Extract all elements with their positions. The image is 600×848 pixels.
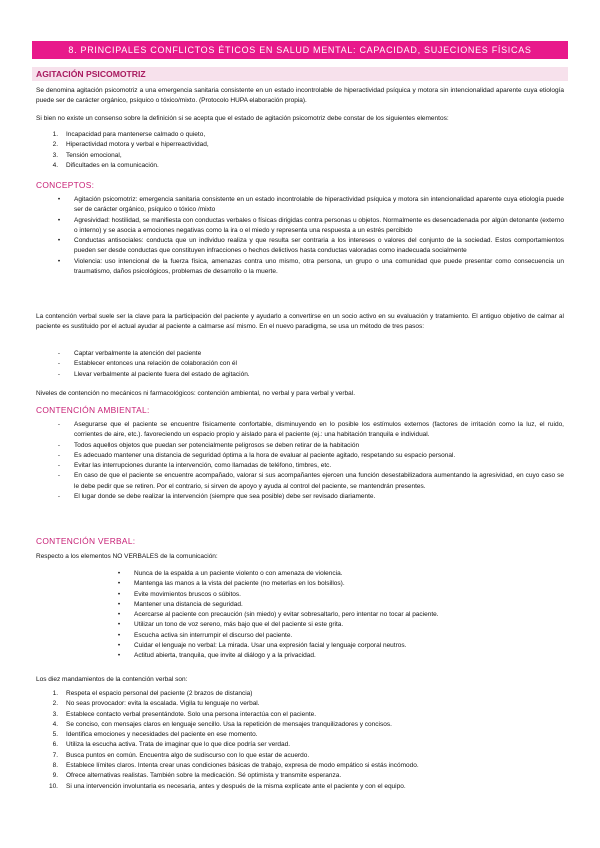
list-item: • Evite movimientos bruscos o súbitos.: [117, 590, 241, 598]
conceptos-list: [52, 195, 564, 277]
diez-list: [44, 689, 564, 792]
list-item: - Asegurarse que el paciente se encuentre físicamente confortable, disminuyendo en lo posible los estímulos externos (factores de irritación como la luz, el ruido, corrientes de aire, etc.). favoreciendo un espacio propio y aislado para el paciente (ej.: una habitación tranquila e individual.: [57, 421, 564, 439]
conceptos-heading: CONCEPTOS:: [36, 180, 95, 190]
diez-intro: Los diez mandamientos de la contención verbal son:: [36, 676, 188, 683]
list-item: - Captar verbalmente la atención del paciente: [57, 350, 202, 357]
list-item: • Escucha activa sin interrumpir el discurso del paciente.: [117, 631, 293, 639]
list-item: 2. Hiperactividad motora y verbal e hiperreactividad,: [52, 141, 209, 149]
list-item: 9. Ofrece alternativas realistas. También sobre la medicación. Sé optimista y transmite esperanza.: [52, 772, 342, 780]
list-item: - Todos aquellos objetos que puedan ser potencialmente peligrosos se deben retirar de la habitación: [57, 441, 360, 449]
list-item: 3. Establece contacto verbal presentándote. Solo una persona interactúa con el paciente.: [52, 710, 317, 718]
list-item: • Mantenga las manos a la vista del paciente (no meterlas en los bolsillos).: [117, 580, 345, 588]
no-verbales-intro: Respecto a los elementos NO VERBALES de la comunicación:: [36, 553, 218, 560]
list-item: - Establecer entonces una relación de colaboración con él: [57, 360, 237, 368]
list-item: 2. No seas provocador: evita la escalada. Vigila tu lenguaje no verbal.: [52, 700, 260, 708]
list-item: • Mantener una distancia de seguridad.: [117, 600, 243, 608]
list-item: 5. Identifica emociones y necesidades del paciente en ese momento.: [52, 731, 258, 739]
list-item: • Agitación psicomotriz: emergencia sanitaria consistente en un estado incontrolable de hiperactividad psíquica y motora sin intencionalidad aparente cuya etiología puede ser de carácter orgánico, psíquico o tóxico /mixto: [57, 196, 564, 214]
list-item: - Llevar verbalmente al paciente fuera del estado de agitación.: [57, 370, 250, 378]
intro-paragraph: Se denomina agitación psicomotriz a una emergencia sanitaria consistente en un estado incontrolable de hiperactividad psíquica y motora sin intencionalidad aparente cuya etiología puede ser de carácter orgánico, psíquico o tóxico/mixto. (Protocolo HUPA elaboración propia).: [36, 87, 564, 105]
list-item: • Conductas antisociales: conducta que un individuo realiza y que resulta ser contraria a los intereses o valores del conjunto de la sociedad. Estos comportamientos pueden ser desde conductas que constituyen infracciones o hechos delictivos hasta conductas valoradas como inadecuada socialmente: [57, 237, 564, 255]
list-item: 3. Tensión emocional,: [52, 151, 122, 159]
list-item: 6. Utiliza la escucha activa. Trata de imaginar que lo que dice podría ser verdad.: [52, 741, 291, 749]
list-item: • Utilizar un tono de voz sereno, más bajo que el del paciente si este grita.: [117, 621, 344, 629]
niveles-paragraph: Niveles de contención no mecánicos ni farmacológicos: contención ambiental, no verbal y para verbal y verbal.: [36, 390, 356, 397]
list-item: • Violencia: uso intencional de la fuerza física, amenazas contra uno mismo, otra persona, un grupo o una comunidad que puede presentar como consecuencia un traumatismo, daños psicológicos, problemas de desarrollo o la muerte.: [57, 257, 564, 276]
list-item: 7. Busca puntos en común. Encuentra algo de sudiscurso con lo que estar de acuerdo.: [52, 751, 310, 759]
list-item: - Evitar las interrupciones durante la intervención, como llamadas de teléfono, timbres, etc.: [57, 462, 332, 470]
definition-paragraph: Si bien no existe un consenso sobre la definición si se acepta que el estado de agitación psicomotriz debe constar de los siguientes elementos:: [36, 115, 449, 122]
list-item: • Agresividad: hostilidad, se manifiesta con conductas verbales o físicas dirigidas contra personas u objetos. Normalmente es desencadenada por algún detonante (externo o interno) y se asocia a emociones negativas como la ira o el miedo y representa una respuesta a un estrés percibido: [57, 216, 564, 234]
list-item: 1. Incapacidad para mantenerse calmado o quieto,: [52, 131, 206, 138]
list-item: 10. Si una intervención involuntaria es necesaria, antes y después de la misma explícate ante el paciente y con el equipo.: [48, 782, 406, 790]
pasos-list: [52, 349, 564, 380]
ambiental-heading: CONTENCIÓN AMBIENTAL:: [36, 405, 150, 415]
list-item: • Actitud abierta, tranquila, que invite al diálogo y a la privacidad.: [117, 652, 316, 660]
list-item: 8. Establece límites claros. Intenta crear unas condiciones básicas de trabajo, expresa de modo empático si estás incómodo.: [52, 762, 419, 770]
verbal-heading: CONTENCIÓN VERBAL:: [36, 536, 136, 546]
list-item: - Es adecuado mantener una distancia de seguridad óptima a la hora de evaluar al paciente agitado, respetando su espacio personal.: [57, 451, 456, 459]
list-item: 4. Se conciso, con mensajes claros en lenguaje sencillo. Usa la repetición de mensajes tranquilizadores y concisos.: [52, 720, 392, 728]
list-item: • Acercarse al paciente con precaución (sin miedo) y evitar sobresaltarlo, pero intentar no tocar al paciente.: [117, 611, 439, 619]
ambiental-list: [52, 420, 564, 502]
list-item: - El lugar donde se debe realizar la intervención (siempre que sea posible) debe ser revisado diariamente.: [57, 493, 376, 501]
list-item: 4. Dificultades en la comunicación.: [52, 161, 159, 169]
section-title-agitacion: AGITACIÓN PSICOMOTRIZ: [32, 67, 568, 81]
list-item: - En caso de que el paciente se encuentre acompañado, valorar si sus acompañantes ejercen una función desestabilizadora aumentando la agresividad, en cuyo caso se le debe pedir que se retiren. Por el contrario, si sirven de apoyo y ayuda al control del paciente, se mantendrán presentes.: [57, 472, 564, 490]
elements-list: [44, 130, 564, 171]
list-item: • Cuidar el lenguaje no verbal: La mirada. Usar una expresión facial y lenguaje corporal neutros.: [117, 642, 407, 650]
list-item: 1. Respeta el espacio personal del paciente (2 brazos de distancia): [52, 690, 253, 697]
no-verbales-list: [112, 569, 562, 662]
chapter-banner: 8. PRINCIPALES CONFLICTOS ÉTICOS EN SALUD MENTAL: CAPACIDAD, SUJECIONES FÍSICAS: [32, 41, 568, 59]
contencion-paragraph: La contención verbal suele ser la clave para la participación del paciente y ayudarlo a convertirse en un socio activo en su evaluación y tratamiento. El antiguo objetivo de calmar al paciente es sustituido por el actual ayudar al paciente a calmarse así mismo. En el nuevo paradigma, se usa un método de tres pasos:: [36, 313, 564, 331]
list-item: • Nunca de la espalda a un paciente violento o con amenaza de violencia.: [117, 570, 343, 577]
